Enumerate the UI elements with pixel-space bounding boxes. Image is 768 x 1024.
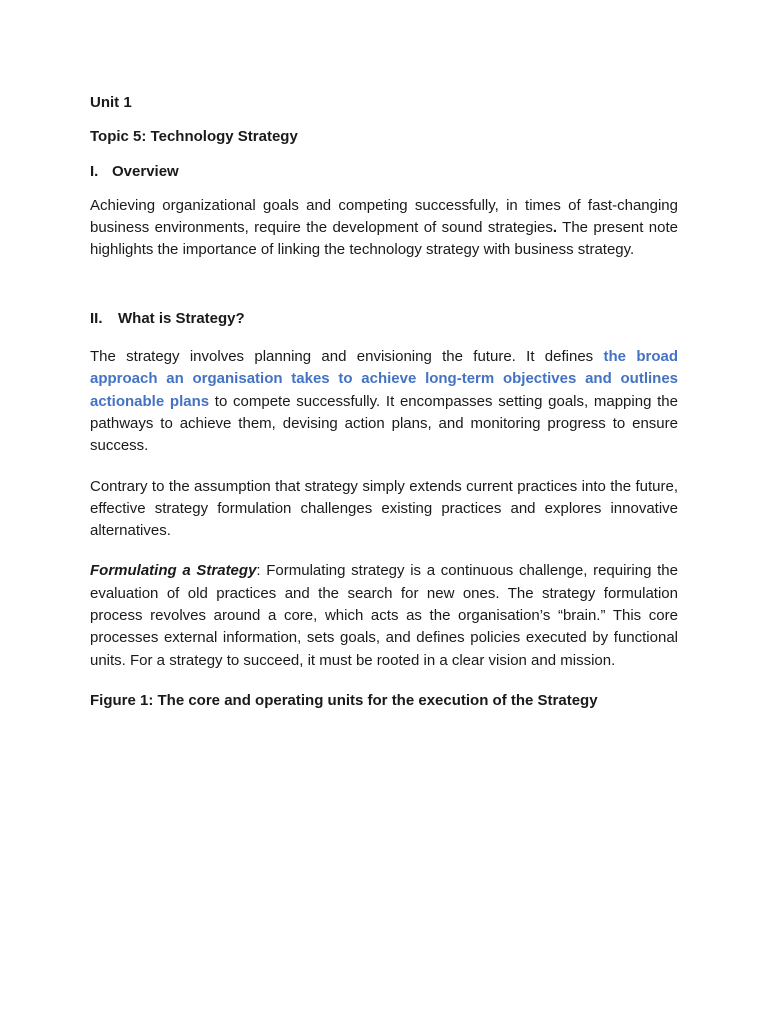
figure-caption: Figure 1: The core and operating units for the execution of the Strategy [90,691,598,709]
document-content [90,92,678,712]
section-heading-what-is-strategy [90,308,678,330]
strategy-highlight-text: the broad approach an organisation takes to achieve long-term objectives and outlines actionable plans [90,348,678,410]
overview-bold-period: . [552,219,558,237]
unit-label: Unit 1 [90,94,132,111]
formulating-strategy-paragraph [90,560,678,671]
contrary-paragraph: Contrary to the assumption that strategy simply extends current practices into the future, effective strategy formulation challenges existing practices and explores innovative alternatives. [90,477,678,540]
topic-title: Topic 5: Technology Strategy [90,128,298,146]
strategy-text-part1: The strategy involves planning and envisioning the future. It defines [90,348,604,366]
section-number: II. [90,309,103,327]
overview-text-part2: The present note highlights the importance of linking the technology strategy with business strategy. [90,219,678,259]
formulating-strategy-text: : Formulating strategy is a continuous challenge, requiring the evaluation of old practices and the search for new ones. The strategy formulation process revolves around a core, which acts as the organisation’s “brain.” This core processes external information, sets goals, and defines policies executed by functional units. For a strategy to succeed, it must be rooted in a clear vision and mission. [90,562,678,669]
formulating-strategy-lead: Formulating a Strategy [90,562,257,580]
section-title: What is Strategy? [118,309,245,327]
strategy-text-part2: to compete successfully. It encompasses setting goals, mapping the pathways to achieve them, devising action plans, and monitoring progress to ensure success. [90,392,678,455]
section-heading-overview [90,161,678,183]
overview-text-part1: Achieving organizational goals and competing successfully, in times of fast-changing business environments, require the development of sound strategies [90,196,678,237]
overview-paragraph [90,195,678,262]
section-title: Overview [112,162,179,180]
section-number: I. [90,162,99,180]
strategy-definition-paragraph [90,346,678,457]
